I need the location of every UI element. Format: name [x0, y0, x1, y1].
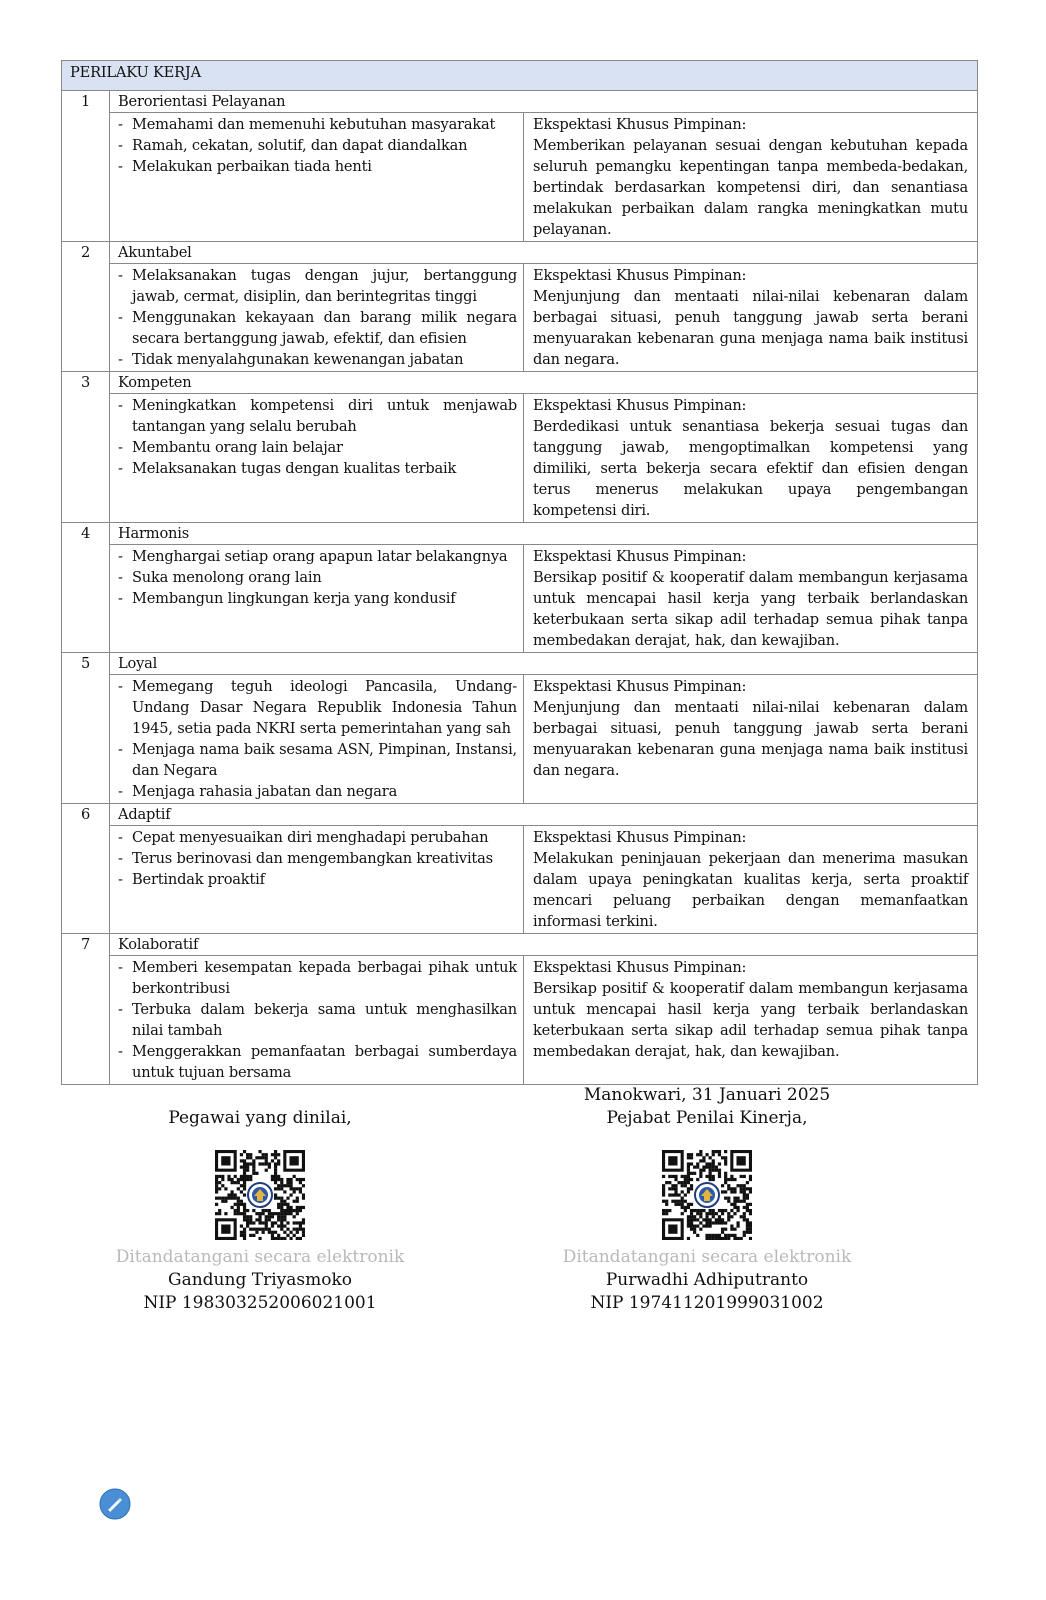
employee-signature-block [95, 1084, 425, 1315]
list-item: - Melaksanakan tugas dengan kualitas terbaik [116, 458, 517, 479]
row-number: 3 [62, 372, 110, 523]
behavior-title: Kolaboratif [110, 934, 978, 956]
list-item: - Meningkatkan kompetensi diri untuk menjawab tantangan yang selalu berubah [116, 395, 517, 437]
table-row-detail [62, 675, 978, 804]
table-row [62, 934, 978, 956]
appraiser-esign-text: Ditandatangani secara elektronik [562, 1247, 852, 1267]
behavior-title: Akuntabel [110, 242, 978, 264]
table-row [62, 242, 978, 264]
list-item: - Memegang teguh ideologi Pancasila, Undang-Undang Dasar Negara Republik Indonesia Tahun 1945, setia pada NKRI serta pemerintahan yang sah [116, 676, 517, 739]
expectation-text: Menjunjung dan mentaati nilai-nilai kebenaran dalam berbagai situasi, penuh tanggung jawab serta berani menyuarakan kebenaran guna menjaga nama baik institusi dan negara. [533, 699, 969, 779]
expectation-title: Ekspektasi Khusus Pimpinan: [533, 116, 747, 133]
behavior-list [116, 827, 517, 890]
behavior-title: Loyal [110, 653, 978, 675]
behavior-list [116, 395, 517, 479]
row-number: 6 [62, 804, 110, 934]
expectation-title: Ekspektasi Khusus Pimpinan: [533, 397, 747, 414]
table-row-detail [62, 394, 978, 523]
list-item: - Bertindak proaktif [116, 869, 517, 890]
expectation-text: Melakukan peninjauan pekerjaan dan menerima masukan dalam upaya peningkatan kualitas kerja, serta proaktif mencari peluang perbaikan dengan memanfaatkan informasi terkini. [533, 850, 969, 930]
appraiser-signature-block [542, 1084, 872, 1315]
table-row [62, 91, 978, 113]
employee-esign-text: Ditandatangani secara elektronik [115, 1247, 405, 1267]
expectation-title: Ekspektasi Khusus Pimpinan: [533, 678, 747, 695]
expectation-text: Memberikan pelayanan sesuai dengan kebutuhan kepada seluruh pemangku kepentingan tanpa membeda-bedakan, bertindak berdasarkan kompetensi diri, dan senantiasa melakukan perbaikan dalam rangka meningkatkan mutu pelayanan. [533, 137, 969, 238]
list-item: - Menjaga nama baik sesama ASN, Pimpinan, Instansi, dan Negara [116, 739, 517, 781]
list-item: - Melaksanakan tugas dengan jujur, bertanggung jawab, cermat, disiplin, dan berintegritas tinggi [116, 265, 517, 307]
employee-name: Gandung Triyasmoko [168, 1270, 352, 1290]
list-item: - Terbuka dalam bekerja sama untuk menghasilkan nilai tambah [116, 999, 517, 1041]
row-number: 5 [62, 653, 110, 804]
behavior-title: Berorientasi Pelayanan [110, 91, 978, 113]
expectation-text: Berdedikasi untuk senantiasa bekerja sesuai tugas dan tanggung jawab, mengoptimalkan kompetensi yang dimiliki, serta bekerja secara efektif dan efisien dengan terus menerus melakukan upaya pengembangan kompetensi diri. [533, 418, 969, 519]
behavior-list-cell [110, 113, 524, 242]
table-row [62, 523, 978, 545]
table-row [62, 804, 978, 826]
behavior-list [116, 546, 517, 609]
expectation-cell [524, 113, 978, 242]
kemenkeu-seal-icon [695, 1183, 719, 1207]
behavior-list [116, 265, 517, 370]
table-row-detail [62, 113, 978, 242]
list-item: - Menggunakan kekayaan dan barang milik negara secara bertanggung jawab, efektif, dan efisien [116, 307, 517, 349]
behavior-list-cell [110, 394, 524, 523]
row-number: 7 [62, 934, 110, 1085]
employee-nip: NIP 198303252006021001 [143, 1293, 377, 1313]
behavior-list-cell [110, 545, 524, 653]
appraiser-nip: NIP 197411201999031002 [590, 1293, 824, 1313]
employee-place-date [95, 1084, 425, 1107]
table-row [62, 653, 978, 675]
expectation-cell [524, 394, 978, 523]
appraiser-name: Purwadhi Adhiputranto [605, 1270, 809, 1290]
appraiser-place-date: Manokwari, 31 Januari 2025 [583, 1085, 831, 1105]
behavior-table-body [62, 61, 978, 1085]
expectation-cell [524, 264, 978, 372]
row-number: 4 [62, 523, 110, 653]
expectation-cell [524, 956, 978, 1085]
behavior-title: Harmonis [110, 523, 978, 545]
kemenkeu-seal-icon [248, 1183, 272, 1207]
expectation-text: Menjunjung dan mentaati nilai-nilai kebenaran dalam berbagai situasi, penuh tanggung jawab serta berani menyuarakan kebenaran guna menjaga nama baik institusi dan negara. [533, 288, 969, 368]
expectation-text: Bersikap positif & kooperatif dalam membangun kerjasama untuk mencapai hasil kerja yang terbaik berlandaskan keterbukaan serta sikap adil terhadap semua pihak tanpa membedakan derajat, hak, dan kewajiban. [533, 569, 969, 649]
expectation-title: Ekspektasi Khusus Pimpinan: [533, 267, 747, 284]
list-item: - Melakukan perbaikan tiada henti [116, 156, 517, 177]
qr-code-icon [215, 1150, 305, 1240]
behavior-title: Kompeten [110, 372, 978, 394]
table-row [62, 372, 978, 394]
list-item: - Menjaga rahasia jabatan dan negara [116, 781, 517, 802]
table-row-detail [62, 826, 978, 934]
pen-badge-icon [99, 1488, 131, 1520]
behavior-table [61, 60, 978, 1085]
expectation-title: Ekspektasi Khusus Pimpinan: [533, 959, 747, 976]
expectation-title: Ekspektasi Khusus Pimpinan: [533, 548, 747, 565]
list-item: - Terus berinovasi dan mengembangkan kreativitas [116, 848, 517, 869]
table-header: PERILAKU KERJA [62, 61, 978, 91]
behavior-list-cell [110, 264, 524, 372]
list-item: - Menggerakkan pemanfaatan berbagai sumberdaya untuk tujuan bersama [116, 1041, 517, 1083]
table-header-row [62, 61, 978, 91]
list-item: - Cepat menyesuaikan diri menghadapi perubahan [116, 827, 517, 848]
list-item: - Tidak menyalahgunakan kewenangan jabatan [116, 349, 517, 370]
expectation-cell [524, 675, 978, 804]
qr-code-icon [662, 1150, 752, 1240]
list-item: - Menghargai setiap orang apapun latar belakangnya [116, 546, 517, 567]
behavior-list-cell [110, 956, 524, 1085]
behavior-list-cell [110, 826, 524, 934]
list-item: - Ramah, cekatan, solutif, dan dapat diandalkan [116, 135, 517, 156]
appraiser-label: Pejabat Penilai Kinerja, [606, 1108, 808, 1128]
behavior-list-cell [110, 675, 524, 804]
behavior-list [116, 957, 517, 1083]
expectation-cell [524, 545, 978, 653]
expectation-title: Ekspektasi Khusus Pimpinan: [533, 829, 747, 846]
list-item: - Suka menolong orang lain [116, 567, 517, 588]
behavior-list [116, 114, 517, 177]
list-item: - Memberi kesempatan kepada berbagai pihak untuk berkontribusi [116, 957, 517, 999]
employee-label: Pegawai yang dinilai, [168, 1108, 352, 1128]
table-row-detail [62, 956, 978, 1085]
behavior-list [116, 676, 517, 802]
expectation-cell [524, 826, 978, 934]
list-item: - Membangun lingkungan kerja yang kondusif [116, 588, 517, 609]
table-row-detail [62, 264, 978, 372]
list-item: - Memahami dan memenuhi kebutuhan masyarakat [116, 114, 517, 135]
behavior-title: Adaptif [110, 804, 978, 826]
expectation-text: Bersikap positif & kooperatif dalam membangun kerjasama untuk mencapai hasil kerja yang terbaik berlandaskan keterbukaan serta sikap adil terhadap semua pihak tanpa membedakan derajat, hak, dan kewajiban. [533, 980, 969, 1060]
row-number: 1 [62, 91, 110, 242]
row-number: 2 [62, 242, 110, 372]
table-row-detail [62, 545, 978, 653]
list-item: - Membantu orang lain belajar [116, 437, 517, 458]
